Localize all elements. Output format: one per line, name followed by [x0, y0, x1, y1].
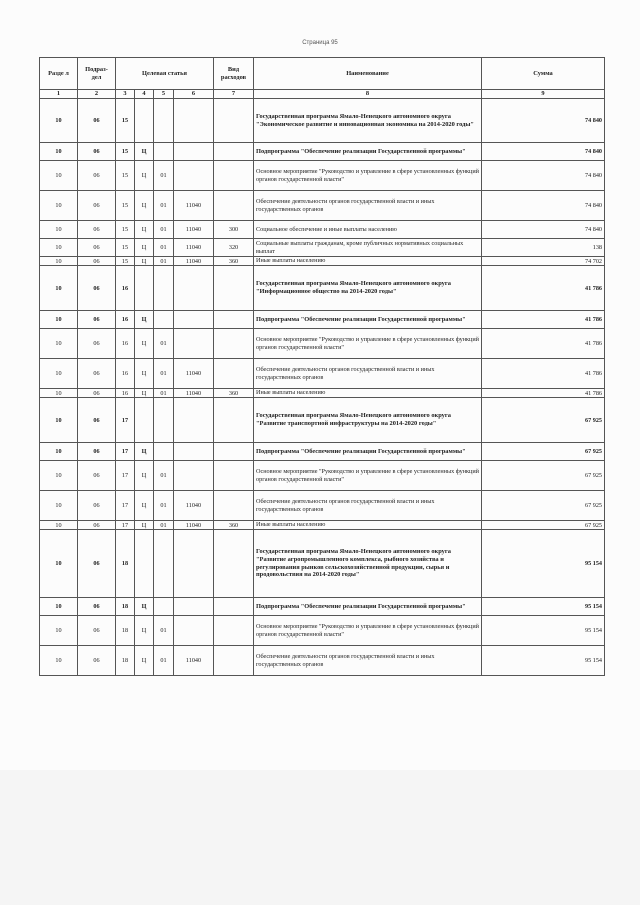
cell-expense-type [214, 491, 254, 521]
col-header-razdel: Разде л [40, 58, 78, 90]
cell-program-code: 16 [116, 359, 135, 389]
cell-name: Обеспечение деятельности органов государственной власти и иных государственных органов [254, 646, 482, 676]
table-row [40, 266, 605, 311]
table-row [40, 329, 605, 359]
cell-amount: 74 840 [482, 221, 605, 239]
cell-activity-code: 01 [154, 239, 174, 257]
cell-activity-code: 01 [154, 161, 174, 191]
cell-name: Обеспечение деятельности органов государственной власти и иных государственных органов [254, 359, 482, 389]
cell-name: Иные выплаты населению [254, 257, 482, 266]
cell-subprogram-code: Ц [135, 191, 154, 221]
cell-program-code: 17 [116, 491, 135, 521]
cell-podrazdel: 06 [78, 389, 116, 398]
cell-direction-code: 11040 [174, 191, 214, 221]
cell-name: Государственная программа Ямало-Ненецкого автономного округа "Информационное общество на 2014-2020 годы" [254, 266, 482, 311]
cell-name: Подпрограмма "Обеспечение реализации Государственной программы" [254, 311, 482, 329]
cell-direction-code [174, 266, 214, 311]
cell-subprogram-code: Ц [135, 616, 154, 646]
cell-direction-code [174, 311, 214, 329]
cell-amount: 74 840 [482, 99, 605, 143]
cell-razdel: 10 [40, 598, 78, 616]
cell-program-code: 15 [116, 221, 135, 239]
cell-razdel: 10 [40, 99, 78, 143]
cell-program-code: 15 [116, 257, 135, 266]
cell-podrazdel: 06 [78, 398, 116, 443]
table-row [40, 221, 605, 239]
cell-program-code: 16 [116, 266, 135, 311]
cell-subprogram-code: Ц [135, 646, 154, 676]
cell-activity-code: 01 [154, 221, 174, 239]
table-row [40, 239, 605, 257]
cell-program-code: 15 [116, 143, 135, 161]
cell-expense-type [214, 646, 254, 676]
cell-subprogram-code: Ц [135, 311, 154, 329]
cell-activity-code: 01 [154, 191, 174, 221]
cell-subprogram-code: Ц [135, 598, 154, 616]
cell-razdel: 10 [40, 311, 78, 329]
cell-activity-code: 01 [154, 616, 174, 646]
cell-amount: 74 840 [482, 191, 605, 221]
cell-direction-code [174, 461, 214, 491]
cell-podrazdel: 06 [78, 616, 116, 646]
cell-expense-type [214, 359, 254, 389]
cell-direction-code [174, 530, 214, 598]
cell-subprogram-code: Ц [135, 221, 154, 239]
cell-amount: 67 925 [482, 491, 605, 521]
cell-podrazdel: 06 [78, 530, 116, 598]
cell-razdel: 10 [40, 443, 78, 461]
table-row [40, 461, 605, 491]
cell-subprogram-code [135, 99, 154, 143]
cell-subprogram-code: Ц [135, 329, 154, 359]
cell-direction-code [174, 398, 214, 443]
budget-table [39, 57, 605, 676]
cell-expense-type: 300 [214, 221, 254, 239]
cell-program-code: 16 [116, 329, 135, 359]
cell-direction-code [174, 329, 214, 359]
cell-razdel: 10 [40, 491, 78, 521]
cell-direction-code: 11040 [174, 389, 214, 398]
cell-program-code: 16 [116, 311, 135, 329]
cell-name: Подпрограмма "Обеспечение реализации Государственной программы" [254, 143, 482, 161]
page-number: Страница 95 [302, 40, 338, 46]
cell-name: Подпрограмма "Обеспечение реализации Государственной программы" [254, 598, 482, 616]
cell-podrazdel: 06 [78, 521, 116, 530]
cell-activity-code: 01 [154, 329, 174, 359]
cell-activity-code [154, 99, 174, 143]
cell-podrazdel: 06 [78, 99, 116, 143]
column-number-row [40, 90, 605, 99]
cell-program-code: 18 [116, 598, 135, 616]
cell-name: Обеспечение деятельности органов государственной власти и иных государственных органов [254, 191, 482, 221]
cell-podrazdel: 06 [78, 257, 116, 266]
cell-expense-type [214, 530, 254, 598]
cell-direction-code: 11040 [174, 491, 214, 521]
cell-amount: 67 925 [482, 398, 605, 443]
cell-name: Государственная программа Ямало-Ненецкого автономного округа "Экономическое развитие и инновационная экономика на 2014-2020 годы" [254, 99, 482, 143]
cell-expense-type [214, 266, 254, 311]
cell-expense-type [214, 191, 254, 221]
cell-amount: 95 154 [482, 598, 605, 616]
cell-expense-type [214, 461, 254, 491]
col-number: 5 [154, 90, 174, 99]
cell-subprogram-code [135, 266, 154, 311]
cell-name: Социальные выплаты гражданам, кроме публичных нормативных социальных выплат [254, 239, 482, 257]
col-header-naimenovanie: Наименование [254, 58, 482, 90]
table-row [40, 616, 605, 646]
cell-expense-type [214, 616, 254, 646]
cell-razdel: 10 [40, 239, 78, 257]
cell-podrazdel: 06 [78, 598, 116, 616]
table-row [40, 530, 605, 598]
cell-program-code: 18 [116, 530, 135, 598]
cell-razdel: 10 [40, 530, 78, 598]
cell-podrazdel: 06 [78, 461, 116, 491]
cell-name: Обеспечение деятельности органов государственной власти и иных государственных органов [254, 491, 482, 521]
cell-podrazdel: 06 [78, 311, 116, 329]
cell-subprogram-code [135, 530, 154, 598]
cell-activity-code [154, 598, 174, 616]
cell-podrazdel: 06 [78, 329, 116, 359]
cell-podrazdel: 06 [78, 239, 116, 257]
cell-expense-type: 320 [214, 239, 254, 257]
cell-expense-type: 360 [214, 257, 254, 266]
cell-activity-code: 01 [154, 461, 174, 491]
cell-program-code: 15 [116, 239, 135, 257]
cell-razdel: 10 [40, 257, 78, 266]
col-number: 4 [135, 90, 154, 99]
cell-amount: 67 925 [482, 461, 605, 491]
cell-direction-code [174, 99, 214, 143]
table-row [40, 521, 605, 530]
cell-name: Основное мероприятие "Руководство и управление в сфере установленных функций органов государственной власти" [254, 161, 482, 191]
cell-razdel: 10 [40, 646, 78, 676]
cell-activity-code [154, 143, 174, 161]
cell-name: Государственная программа Ямало-Ненецкого автономного округа "Развитие транспортной инфраструктуры на 2014-2020 годы" [254, 398, 482, 443]
table-row [40, 389, 605, 398]
col-header-vid-raskhodov: Вид расходов [214, 58, 254, 90]
cell-expense-type: 360 [214, 389, 254, 398]
table-row [40, 143, 605, 161]
table-row [40, 257, 605, 266]
col-number: 3 [116, 90, 135, 99]
cell-activity-code: 01 [154, 521, 174, 530]
cell-amount: 67 925 [482, 443, 605, 461]
col-number: 1 [40, 90, 78, 99]
cell-subprogram-code: Ц [135, 359, 154, 389]
cell-razdel: 10 [40, 616, 78, 646]
cell-amount: 74 840 [482, 161, 605, 191]
cell-amount: 74 840 [482, 143, 605, 161]
cell-name: Иные выплаты населению [254, 521, 482, 530]
cell-direction-code: 11040 [174, 646, 214, 676]
cell-program-code: 17 [116, 521, 135, 530]
col-number: 9 [482, 90, 605, 99]
cell-program-code: 18 [116, 616, 135, 646]
cell-subprogram-code: Ц [135, 461, 154, 491]
cell-razdel: 10 [40, 389, 78, 398]
cell-program-code: 18 [116, 646, 135, 676]
cell-expense-type [214, 329, 254, 359]
cell-activity-code: 01 [154, 257, 174, 266]
cell-activity-code: 01 [154, 646, 174, 676]
cell-program-code: 15 [116, 99, 135, 143]
cell-expense-type [214, 161, 254, 191]
cell-expense-type [214, 398, 254, 443]
cell-amount: 41 786 [482, 389, 605, 398]
table-row [40, 646, 605, 676]
cell-subprogram-code [135, 398, 154, 443]
cell-razdel: 10 [40, 521, 78, 530]
cell-direction-code [174, 161, 214, 191]
table-row [40, 359, 605, 389]
table-row [40, 598, 605, 616]
cell-program-code: 15 [116, 161, 135, 191]
col-number: 6 [174, 90, 214, 99]
header-row [40, 58, 605, 90]
cell-amount: 95 154 [482, 616, 605, 646]
cell-name: Иные выплаты населению [254, 389, 482, 398]
cell-direction-code: 11040 [174, 257, 214, 266]
cell-direction-code: 11040 [174, 521, 214, 530]
cell-activity-code: 01 [154, 389, 174, 398]
cell-subprogram-code: Ц [135, 491, 154, 521]
cell-expense-type [214, 99, 254, 143]
cell-podrazdel: 06 [78, 646, 116, 676]
cell-podrazdel: 06 [78, 221, 116, 239]
cell-activity-code [154, 530, 174, 598]
col-number: 2 [78, 90, 116, 99]
cell-activity-code [154, 443, 174, 461]
cell-amount: 95 154 [482, 530, 605, 598]
cell-podrazdel: 06 [78, 191, 116, 221]
col-number: 7 [214, 90, 254, 99]
cell-direction-code [174, 143, 214, 161]
cell-subprogram-code: Ц [135, 239, 154, 257]
cell-name: Социальное обеспечение и иные выплаты населению [254, 221, 482, 239]
cell-expense-type [214, 598, 254, 616]
cell-name: Основное мероприятие "Руководство и управление в сфере установленных функций органов государственной власти" [254, 616, 482, 646]
cell-direction-code [174, 616, 214, 646]
cell-razdel: 10 [40, 191, 78, 221]
cell-direction-code: 11040 [174, 359, 214, 389]
cell-activity-code: 01 [154, 359, 174, 389]
cell-razdel: 10 [40, 161, 78, 191]
cell-direction-code [174, 443, 214, 461]
cell-activity-code [154, 266, 174, 311]
cell-program-code: 15 [116, 191, 135, 221]
cell-razdel: 10 [40, 266, 78, 311]
cell-podrazdel: 06 [78, 443, 116, 461]
cell-activity-code: 01 [154, 491, 174, 521]
cell-amount: 67 925 [482, 521, 605, 530]
cell-subprogram-code: Ц [135, 143, 154, 161]
col-header-podrazdel: Подраз- дел [78, 58, 116, 90]
cell-direction-code [174, 598, 214, 616]
cell-razdel: 10 [40, 398, 78, 443]
table-row [40, 191, 605, 221]
cell-direction-code: 11040 [174, 221, 214, 239]
table-row [40, 443, 605, 461]
cell-name: Государственная программа Ямало-Ненецкого автономного округа "Развитие агропромышленного комплекса, рыбного хозяйства и регулирования рынков сельскохозяйственной продукции, сырья и продовольствия на 2014-2020 годы" [254, 530, 482, 598]
cell-podrazdel: 06 [78, 491, 116, 521]
cell-amount: 138 [482, 239, 605, 257]
cell-subprogram-code: Ц [135, 443, 154, 461]
cell-amount: 41 786 [482, 329, 605, 359]
cell-expense-type: 360 [214, 521, 254, 530]
cell-podrazdel: 06 [78, 359, 116, 389]
cell-podrazdel: 06 [78, 161, 116, 191]
cell-podrazdel: 06 [78, 143, 116, 161]
cell-subprogram-code: Ц [135, 521, 154, 530]
cell-expense-type [214, 311, 254, 329]
cell-amount: 41 786 [482, 266, 605, 311]
cell-expense-type [214, 143, 254, 161]
cell-amount: 74 702 [482, 257, 605, 266]
cell-program-code: 17 [116, 443, 135, 461]
cell-direction-code: 11040 [174, 239, 214, 257]
cell-razdel: 10 [40, 143, 78, 161]
cell-razdel: 10 [40, 359, 78, 389]
cell-expense-type [214, 443, 254, 461]
cell-activity-code [154, 398, 174, 443]
table-row [40, 99, 605, 143]
cell-razdel: 10 [40, 461, 78, 491]
table-row [40, 398, 605, 443]
table-row [40, 311, 605, 329]
cell-subprogram-code: Ц [135, 389, 154, 398]
cell-program-code: 16 [116, 389, 135, 398]
cell-amount: 41 786 [482, 359, 605, 389]
cell-podrazdel: 06 [78, 266, 116, 311]
cell-amount: 95 154 [482, 646, 605, 676]
cell-name: Основное мероприятие "Руководство и управление в сфере установленных функций органов государственной власти" [254, 461, 482, 491]
table-row [40, 161, 605, 191]
cell-amount: 41 786 [482, 311, 605, 329]
cell-subprogram-code: Ц [135, 161, 154, 191]
cell-name: Подпрограмма "Обеспечение реализации Государственной программы" [254, 443, 482, 461]
cell-name: Основное мероприятие "Руководство и управление в сфере установленных функций органов государственной власти" [254, 329, 482, 359]
cell-program-code: 17 [116, 398, 135, 443]
cell-subprogram-code: Ц [135, 257, 154, 266]
cell-razdel: 10 [40, 329, 78, 359]
cell-razdel: 10 [40, 221, 78, 239]
cell-activity-code [154, 311, 174, 329]
col-header-summa: Сумма [482, 58, 605, 90]
table-row [40, 491, 605, 521]
col-number: 8 [254, 90, 482, 99]
cell-program-code: 17 [116, 461, 135, 491]
col-header-celevaya-statya: Целевая статья [116, 58, 214, 90]
